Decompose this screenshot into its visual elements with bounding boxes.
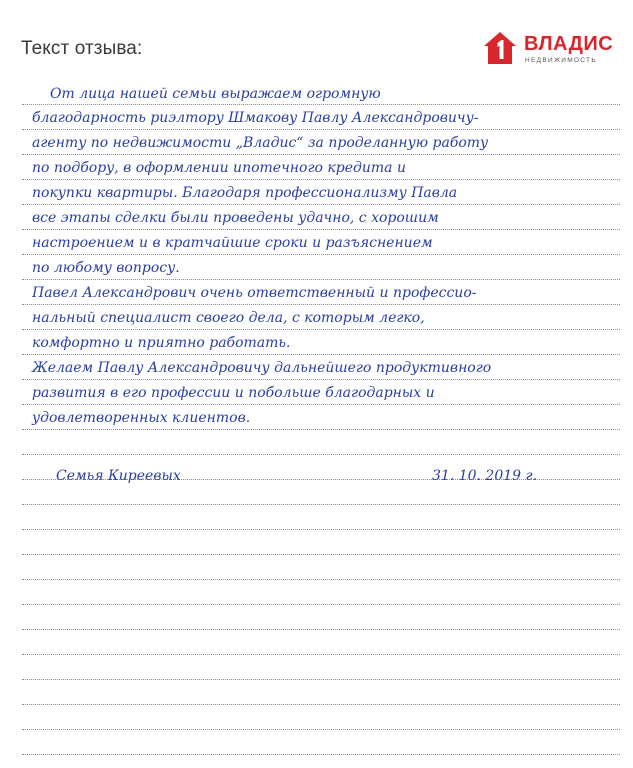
review-line: удовлетворенных клиентов.	[32, 410, 251, 426]
ruled-line	[22, 379, 620, 380]
page-title: Текст отзыва:	[21, 38, 143, 59]
ruled-line	[22, 454, 620, 455]
review-line: настроением и в кратчайшие сроки и разъяснением	[32, 235, 433, 251]
ruled-line	[22, 204, 620, 205]
review-line: развития в его профессии и побольше благодарных и	[32, 385, 435, 401]
house-number-one-icon	[482, 30, 518, 66]
ruled-line	[22, 154, 620, 155]
ruled-line	[22, 279, 620, 280]
review-sheet	[22, 84, 620, 768]
ruled-line	[22, 179, 620, 180]
logo-name: ВЛАДИС	[524, 33, 614, 55]
review-line: Желаем Павлу Александровичу дальнейшего продуктивного	[32, 360, 492, 376]
ruled-line	[22, 754, 620, 755]
review-line: по любому вопросу.	[32, 260, 180, 276]
ruled-line	[22, 104, 620, 105]
ruled-line	[22, 604, 620, 605]
review-line: благодарность риэлтору Шмакову Павлу Александровичу-	[32, 110, 479, 126]
ruled-line	[22, 504, 620, 505]
ruled-line	[22, 254, 620, 255]
ruled-line	[22, 304, 620, 305]
ruled-line	[22, 129, 620, 130]
review-line: От лица нашей семьи выражаем огромную	[50, 86, 381, 102]
review-line: все этапы сделки были проведены удачно, с хорошим	[32, 210, 439, 226]
ruled-line	[22, 579, 620, 580]
review-line: покупки квартиры. Благодаря профессионализму Павла	[32, 185, 458, 201]
ruled-line	[22, 429, 620, 430]
ruled-line	[22, 704, 620, 705]
review-line: агенту по недвижимости „Владис“ за проделанную работу	[32, 135, 489, 151]
ruled-line	[22, 629, 620, 630]
review-date: 31. 10. 2019 г.	[432, 468, 538, 484]
ruled-line	[22, 354, 620, 355]
review-line: комфортно и приятно работать.	[32, 335, 291, 351]
ruled-line	[22, 729, 620, 730]
company-logo	[482, 30, 622, 70]
ruled-line	[22, 654, 620, 655]
ruled-line	[22, 329, 620, 330]
ruled-line	[22, 229, 620, 230]
signature: Семья Киреевых	[56, 468, 181, 484]
ruled-line	[22, 404, 620, 405]
logo-subtitle: НЕДВИЖИМОСТЬ	[525, 57, 597, 64]
ruled-line	[22, 554, 620, 555]
review-line: по подбору, в оформлении ипотечного кредита и	[32, 160, 406, 176]
ruled-line	[22, 679, 620, 680]
review-line: нальный специалист своего дела, с которым легко,	[32, 310, 425, 326]
review-line: Павел Александрович очень ответственный и профессио-	[32, 285, 477, 301]
ruled-line	[22, 529, 620, 530]
